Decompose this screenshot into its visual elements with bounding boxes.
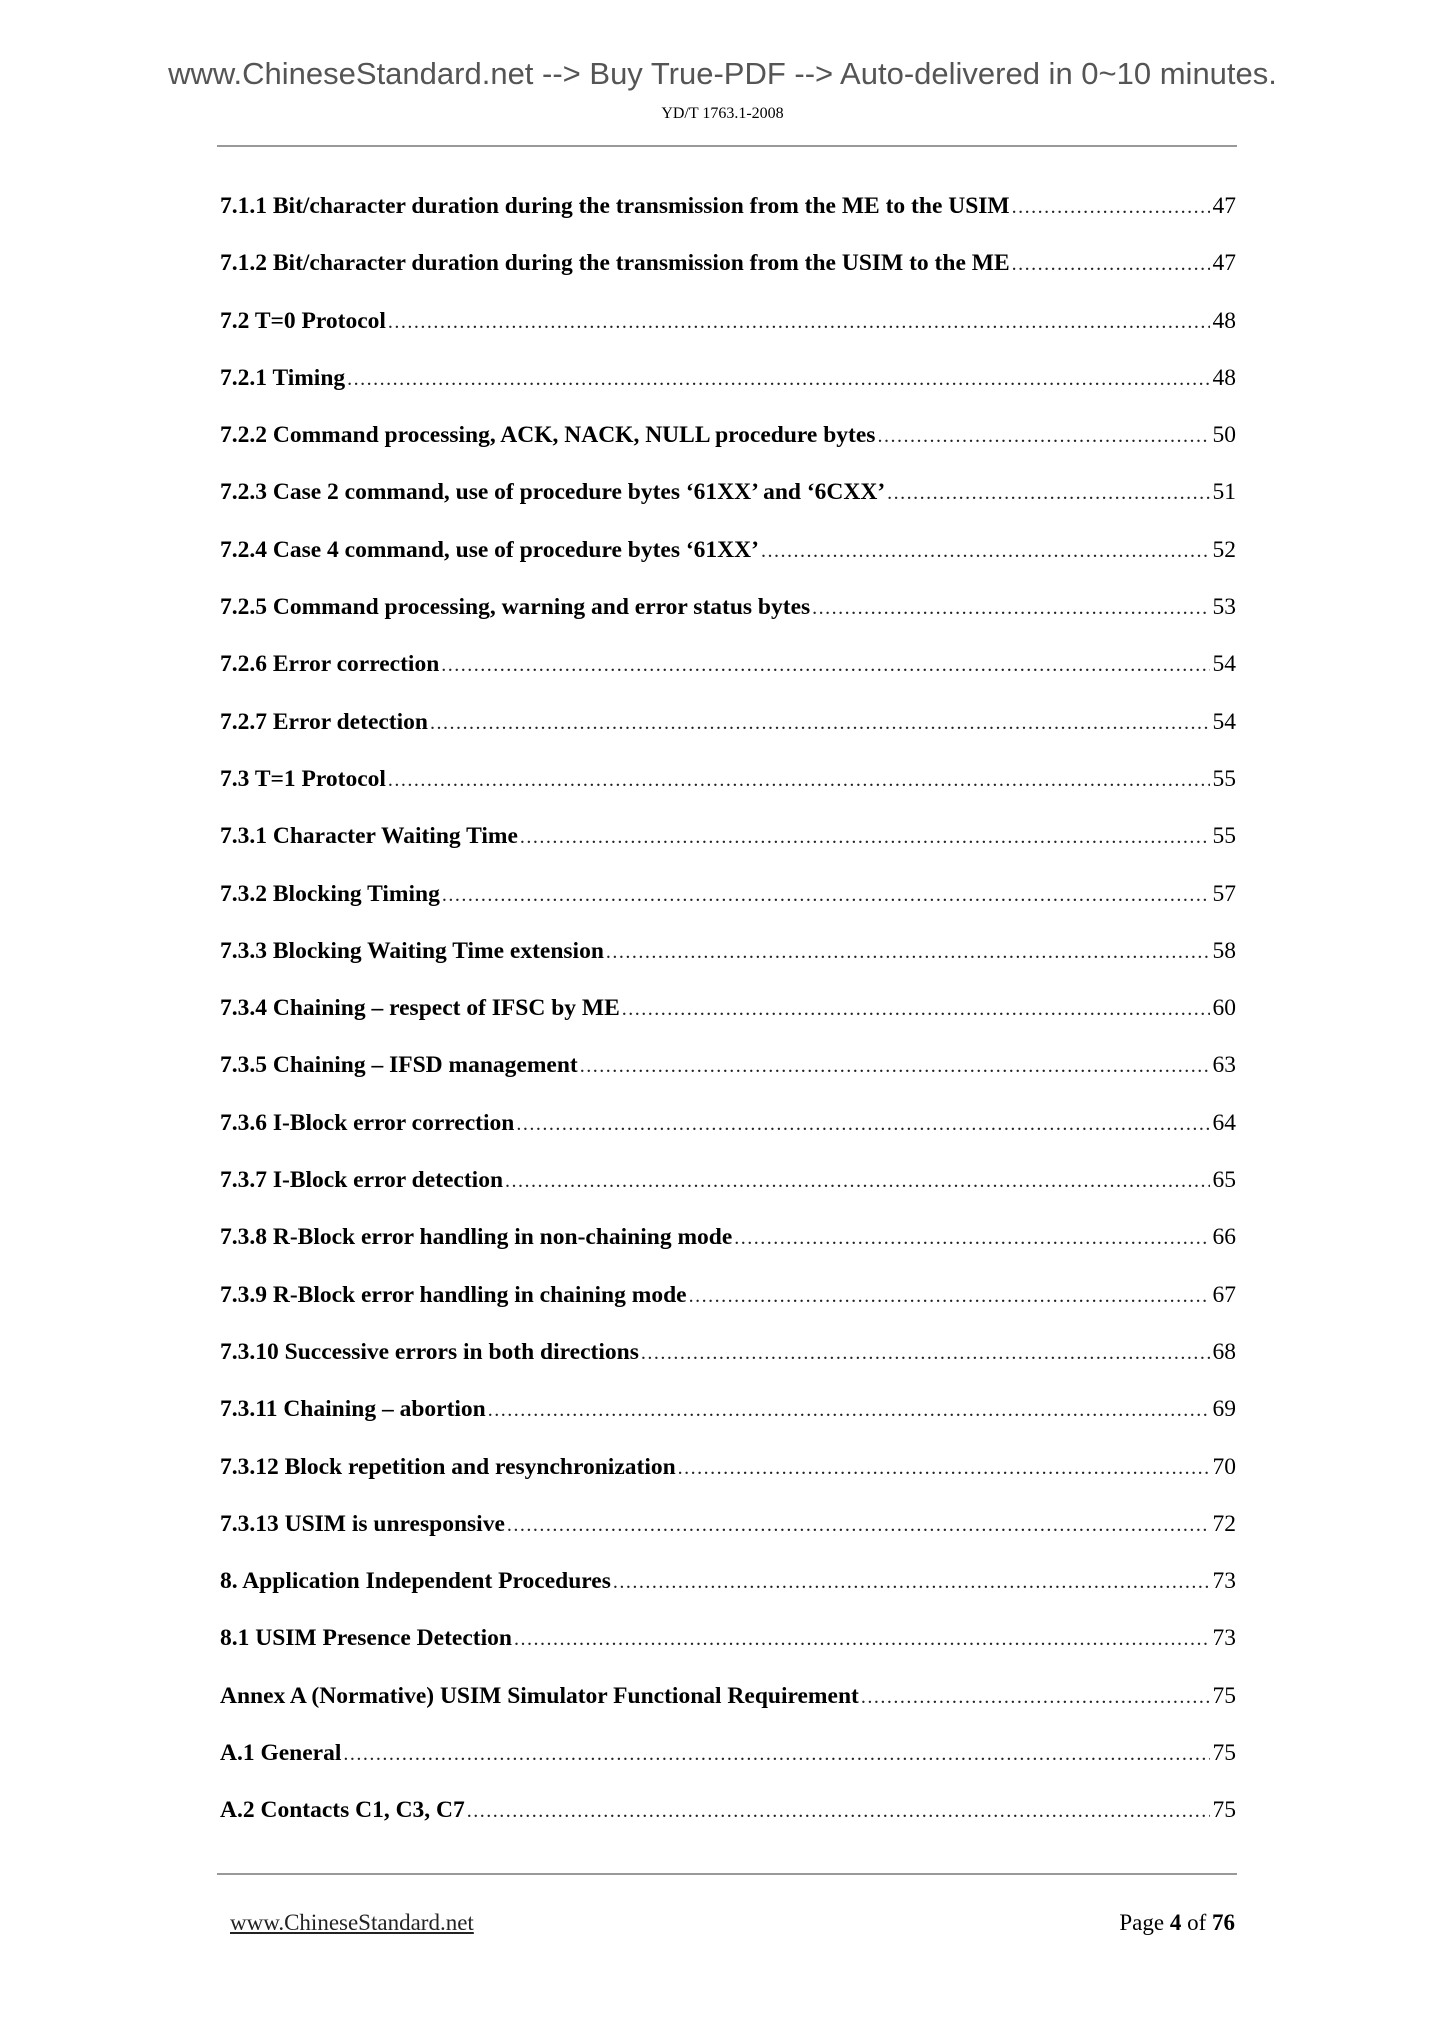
toc-entry[interactable] — [220, 464, 1236, 521]
dot-leader — [467, 1783, 1210, 1840]
toc-entry-page: 73 — [1212, 1568, 1236, 1595]
toc-entry-title: 7.3.3 Blocking Waiting Time extension — [220, 937, 604, 964]
total-pages: 76 — [1212, 1910, 1235, 1935]
toc-entry-title: 7.3.8 R-Block error handling in non-chaining mode — [220, 1224, 733, 1251]
toc-entry-page: 70 — [1212, 1453, 1236, 1480]
dot-leader — [861, 1669, 1210, 1726]
toc-entry[interactable] — [220, 1209, 1236, 1266]
page-indicator — [1119, 1910, 1235, 1936]
dot-leader — [343, 1726, 1209, 1783]
toc-entry-page: 72 — [1212, 1510, 1236, 1537]
toc-entry[interactable] — [220, 1610, 1236, 1667]
dot-leader — [678, 1440, 1210, 1497]
toc-entry-title: 7.3.12 Block repetition and resynchronization — [220, 1453, 676, 1480]
dot-leader — [507, 1497, 1210, 1554]
toc-entry-title: 7.3.10 Successive errors in both directions — [220, 1338, 639, 1365]
toc-entry[interactable] — [220, 579, 1236, 636]
toc-entry-page: 57 — [1212, 880, 1236, 907]
toc-entry-title: 7.3 T=1 Protocol — [220, 765, 386, 792]
dot-leader — [347, 351, 1209, 408]
toc-entry[interactable] — [220, 694, 1236, 751]
toc-entry[interactable] — [220, 407, 1236, 464]
toc-entry-title: 7.3.1 Character Waiting Time — [220, 823, 518, 850]
dot-leader — [488, 1382, 1210, 1439]
toc-entry-title: A.1 General — [220, 1740, 342, 1767]
dot-leader — [580, 1038, 1210, 1095]
toc-entry-page: 48 — [1212, 364, 1236, 391]
toc-entry-title: 8. Application Independent Procedures — [220, 1568, 611, 1595]
toc-entry-page: 48 — [1212, 307, 1236, 334]
table-of-contents — [220, 178, 1236, 1840]
standard-number: YD/T 1763.1-2008 — [661, 105, 784, 122]
toc-entry-title: A.2 Contacts C1, C3, C7 — [220, 1797, 465, 1824]
toc-entry[interactable] — [220, 1439, 1236, 1496]
toc-entry-page: 47 — [1212, 193, 1236, 219]
toc-entry-page: 54 — [1212, 708, 1236, 735]
toc-entry-title: 7.2 T=0 Protocol — [220, 307, 386, 334]
toc-entry-title: 7.3.4 Chaining – respect of IFSC by ME — [220, 995, 620, 1022]
toc-entry-title: 7.2.1 Timing — [220, 364, 346, 391]
toc-entry-page: 65 — [1212, 1167, 1236, 1194]
dot-leader — [877, 408, 1209, 465]
page-prefix: Page — [1119, 1910, 1165, 1935]
toc-entry-page: 75 — [1212, 1797, 1236, 1824]
dot-leader — [812, 580, 1209, 637]
toc-entry-page: 55 — [1212, 765, 1236, 792]
toc-entry[interactable] — [220, 1553, 1236, 1610]
dot-leader — [613, 1554, 1210, 1611]
toc-entry[interactable] — [220, 1267, 1236, 1324]
dot-leader — [689, 1268, 1210, 1325]
toc-entry-page: 60 — [1212, 995, 1236, 1022]
toc-entry[interactable] — [220, 636, 1236, 693]
dot-leader — [514, 1611, 1210, 1668]
toc-entry[interactable] — [220, 1381, 1236, 1438]
toc-entry-title: 7.3.13 USIM is unresponsive — [220, 1510, 505, 1537]
dot-leader — [641, 1325, 1210, 1382]
toc-entry[interactable] — [220, 293, 1236, 350]
toc-entry-title: 7.1.1 Bit/character duration during the transmission from the ME to the USIM — [220, 193, 1010, 219]
dot-leader — [430, 695, 1210, 752]
toc-entry-title: 7.3.5 Chaining – IFSD management — [220, 1052, 578, 1079]
toc-entry-title: 7.2.6 Error correction — [220, 651, 440, 678]
toc-entry[interactable] — [220, 1095, 1236, 1152]
toc-entry[interactable] — [220, 980, 1236, 1037]
dot-leader — [761, 523, 1210, 580]
toc-entry-title: 7.2.7 Error detection — [220, 708, 428, 735]
dot-leader — [734, 1210, 1209, 1267]
toc-entry-page: 55 — [1212, 823, 1236, 850]
toc-entry-title: 7.3.9 R-Block error handling in chaining mode — [220, 1281, 687, 1308]
toc-entry-page: 51 — [1212, 479, 1236, 506]
page-of: of — [1187, 1910, 1207, 1935]
toc-entry-page: 47 — [1212, 250, 1236, 277]
toc-entry-title: 7.3.11 Chaining – abortion — [220, 1396, 486, 1423]
toc-entry[interactable] — [220, 1725, 1236, 1782]
toc-entry-page: 66 — [1212, 1224, 1236, 1251]
dot-leader — [516, 1096, 1209, 1153]
dot-leader — [441, 637, 1209, 694]
footer-site-link[interactable]: www.ChineseStandard.net — [230, 1910, 474, 1935]
toc-entry[interactable] — [220, 522, 1236, 579]
toc-entry[interactable] — [220, 1496, 1236, 1553]
toc-entry-title: 8.1 USIM Presence Detection — [220, 1625, 512, 1652]
toc-entry[interactable] — [220, 350, 1236, 407]
dot-leader — [442, 867, 1210, 924]
toc-entry[interactable] — [220, 1782, 1236, 1839]
toc-entry-title: 7.2.2 Command processing, ACK, NACK, NULL procedure bytes — [220, 422, 876, 449]
dot-leader — [622, 981, 1210, 1038]
toc-entry[interactable] — [220, 178, 1236, 235]
site-banner: www.ChineseStandard.net --> Buy True-PDF --> Auto-delivered in 0~10 minutes. — [168, 56, 1277, 91]
toc-entry-page: 75 — [1212, 1682, 1236, 1709]
dot-leader — [388, 752, 1210, 809]
dot-leader — [520, 809, 1210, 866]
toc-entry-page: 58 — [1212, 937, 1236, 964]
toc-entry-title: 7.1.2 Bit/character duration during the transmission from the USIM to the ME — [220, 250, 1010, 277]
dot-leader — [505, 1153, 1209, 1210]
current-page: 4 — [1169, 1910, 1182, 1935]
dot-leader — [388, 294, 1210, 351]
toc-entry-title: 7.3.6 I-Block error correction — [220, 1109, 515, 1136]
toc-entry[interactable] — [220, 1324, 1236, 1381]
toc-entry[interactable] — [220, 1668, 1236, 1725]
header-divider — [217, 145, 1237, 147]
toc-entry-title: 7.2.3 Case 2 command, use of procedure bytes ‘61XX’ and ‘6CXX’ — [220, 479, 886, 506]
toc-entry-page: 73 — [1212, 1625, 1236, 1652]
toc-entry-page: 64 — [1212, 1109, 1236, 1136]
toc-entry[interactable] — [220, 808, 1236, 865]
toc-entry[interactable] — [220, 235, 1236, 292]
toc-entry[interactable] — [220, 1037, 1236, 1094]
dot-leader — [1012, 236, 1210, 293]
toc-entry-page: 50 — [1212, 422, 1236, 449]
toc-entry-title: 7.2.5 Command processing, warning and error status bytes — [220, 594, 811, 621]
toc-entry-page: 52 — [1212, 536, 1236, 563]
toc-entry[interactable] — [220, 1152, 1236, 1209]
toc-entry-title: 7.2.4 Case 4 command, use of procedure bytes ‘61XX’ — [220, 536, 759, 563]
toc-entry-page: 67 — [1212, 1281, 1236, 1308]
dot-leader — [606, 924, 1210, 981]
footer-divider — [217, 1873, 1237, 1875]
toc-entry-page: 54 — [1212, 651, 1236, 678]
toc-entry-page: 63 — [1212, 1052, 1236, 1079]
toc-entry[interactable] — [220, 751, 1236, 808]
toc-entry[interactable] — [220, 923, 1236, 980]
dot-leader — [1012, 179, 1210, 236]
dot-leader — [887, 465, 1209, 522]
toc-entry-page: 53 — [1212, 594, 1236, 621]
toc-entry-page: 75 — [1212, 1740, 1236, 1767]
toc-entry-title: 7.3.2 Blocking Timing — [220, 880, 440, 907]
toc-entry-page: 68 — [1212, 1338, 1236, 1365]
toc-entry-page: 69 — [1212, 1396, 1236, 1423]
toc-entry-title: Annex A (Normative) USIM Simulator Functional Requirement — [220, 1682, 859, 1709]
toc-entry-title: 7.3.7 I-Block error detection — [220, 1167, 504, 1194]
toc-entry[interactable] — [220, 866, 1236, 923]
